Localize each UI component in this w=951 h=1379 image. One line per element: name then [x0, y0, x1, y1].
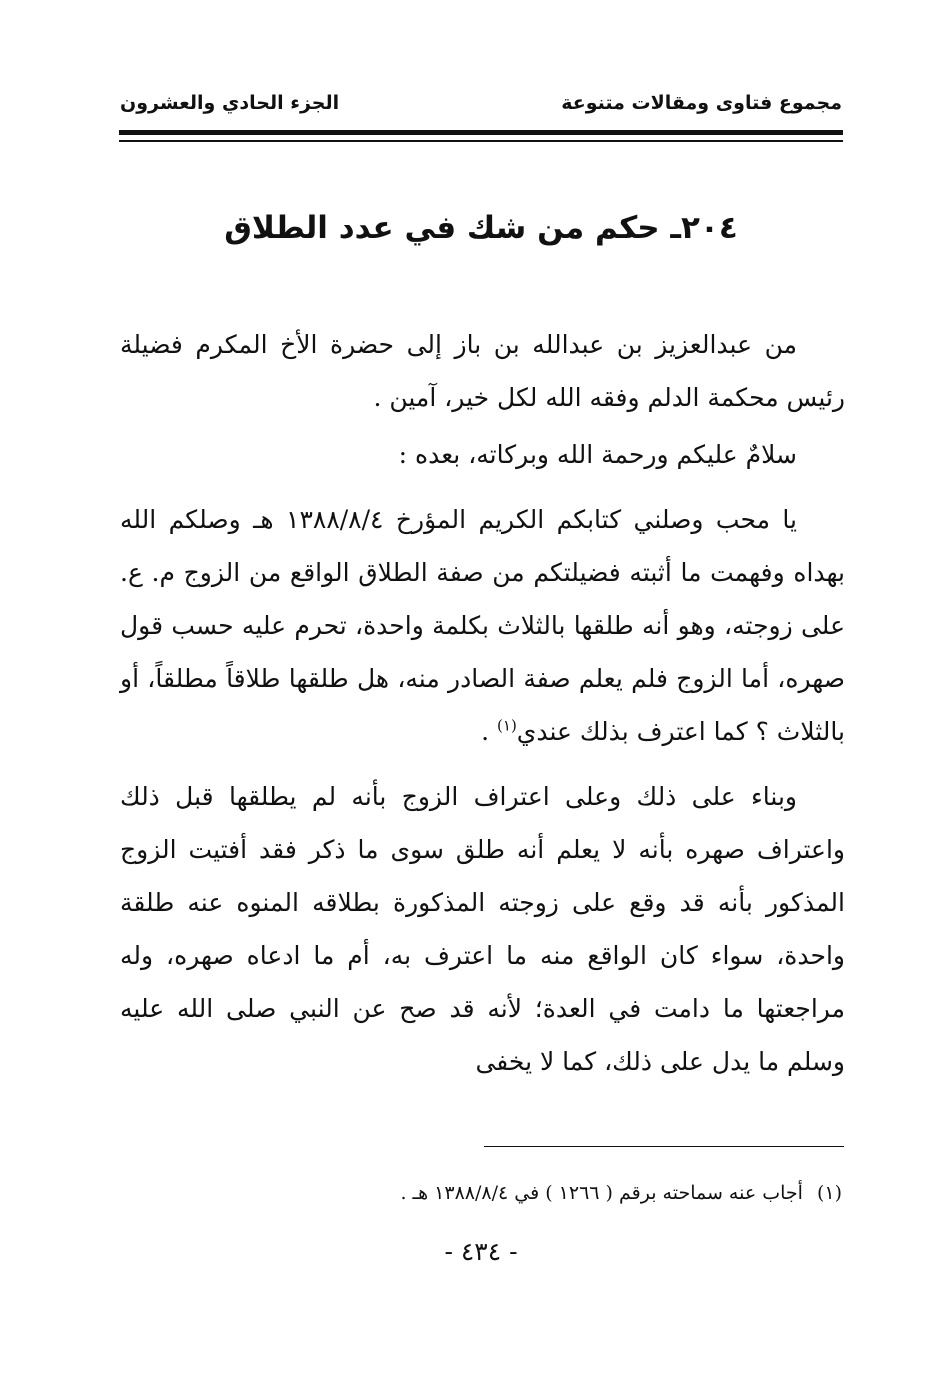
running-header — [120, 92, 842, 128]
body-text — [120, 318, 845, 1088]
page-number: - ٤٣٤ - — [444, 1237, 518, 1266]
fatwa-title: ٢٠٤ـ حكم من شك في عدد الطلاق — [224, 210, 738, 246]
volume-title: الجزء الحادي والعشرون — [120, 92, 340, 114]
book-title: مجموع فتاوى ومقالات متنوعة — [561, 92, 842, 114]
greeting-paragraph: سلامٌ عليكم ورحمة الله وبركاته، بعده : — [398, 440, 797, 469]
footnote-reference: (١) — [497, 716, 517, 735]
opening-paragraph: من عبدالعزيز بن عبدالله بن باز إلى حضرة الأخ المكرم فضيلة رئيس محكمة الدلم وفقه الله لكل خير، آمين . — [120, 330, 845, 412]
paragraph-1 — [120, 493, 845, 758]
footnote-separator — [484, 1146, 844, 1147]
footnote-text: أجاب عنه سماحته برقم ( ١٢٦٦ ) في ١٣٨٨/٨/٤ هـ . — [400, 1182, 803, 1204]
paragraph-1-text: يا محب وصلني كتابكم الكريم المؤرخ ١٣٨٨/٨/٤ هـ وصلكم الله بهداه وفهمت ما أثبته فضيلتكم من صفة الطلاق الواقع من الزوج م. ع. على زوجته، وهو أنه طلقها بالثلاث بكلمة واحدة، تحرم عليه حسب قول صهره، أما الزوج فلم يعلم صفة الصادر منه، هل طلقها طلاقاً مطلقاً، أو بالثلاث ؟ كما اعترف بذلك عندي — [120, 505, 845, 746]
footnote-marker: (١) — [816, 1182, 842, 1204]
paragraph-2: وبناء على ذلك وعلى اعتراف الزوج بأنه لم يطلقها قبل ذلك واعتراف صهره بأنه لا يعلم أنه طلق سوى ما ذكر فقد أفتيت الزوج المذكور بأنه قد وقع على زوجته المذكورة بطلاقه المنوه عنه طلقة واحدة، سواء كان الواقع منه ما اعترف به، أم ما ادعاه صهره، وله مراجعتها ما دامت في العدة؛ لأنه قد صح عن النبي صلى الله عليه وسلم ما يدل على ذلك، كما لا يخفى — [120, 782, 845, 1076]
header-rule-thick — [119, 130, 843, 135]
header-rule-thin — [119, 140, 843, 142]
footnote — [120, 1182, 842, 1204]
paragraph-1-end: . — [481, 717, 490, 746]
